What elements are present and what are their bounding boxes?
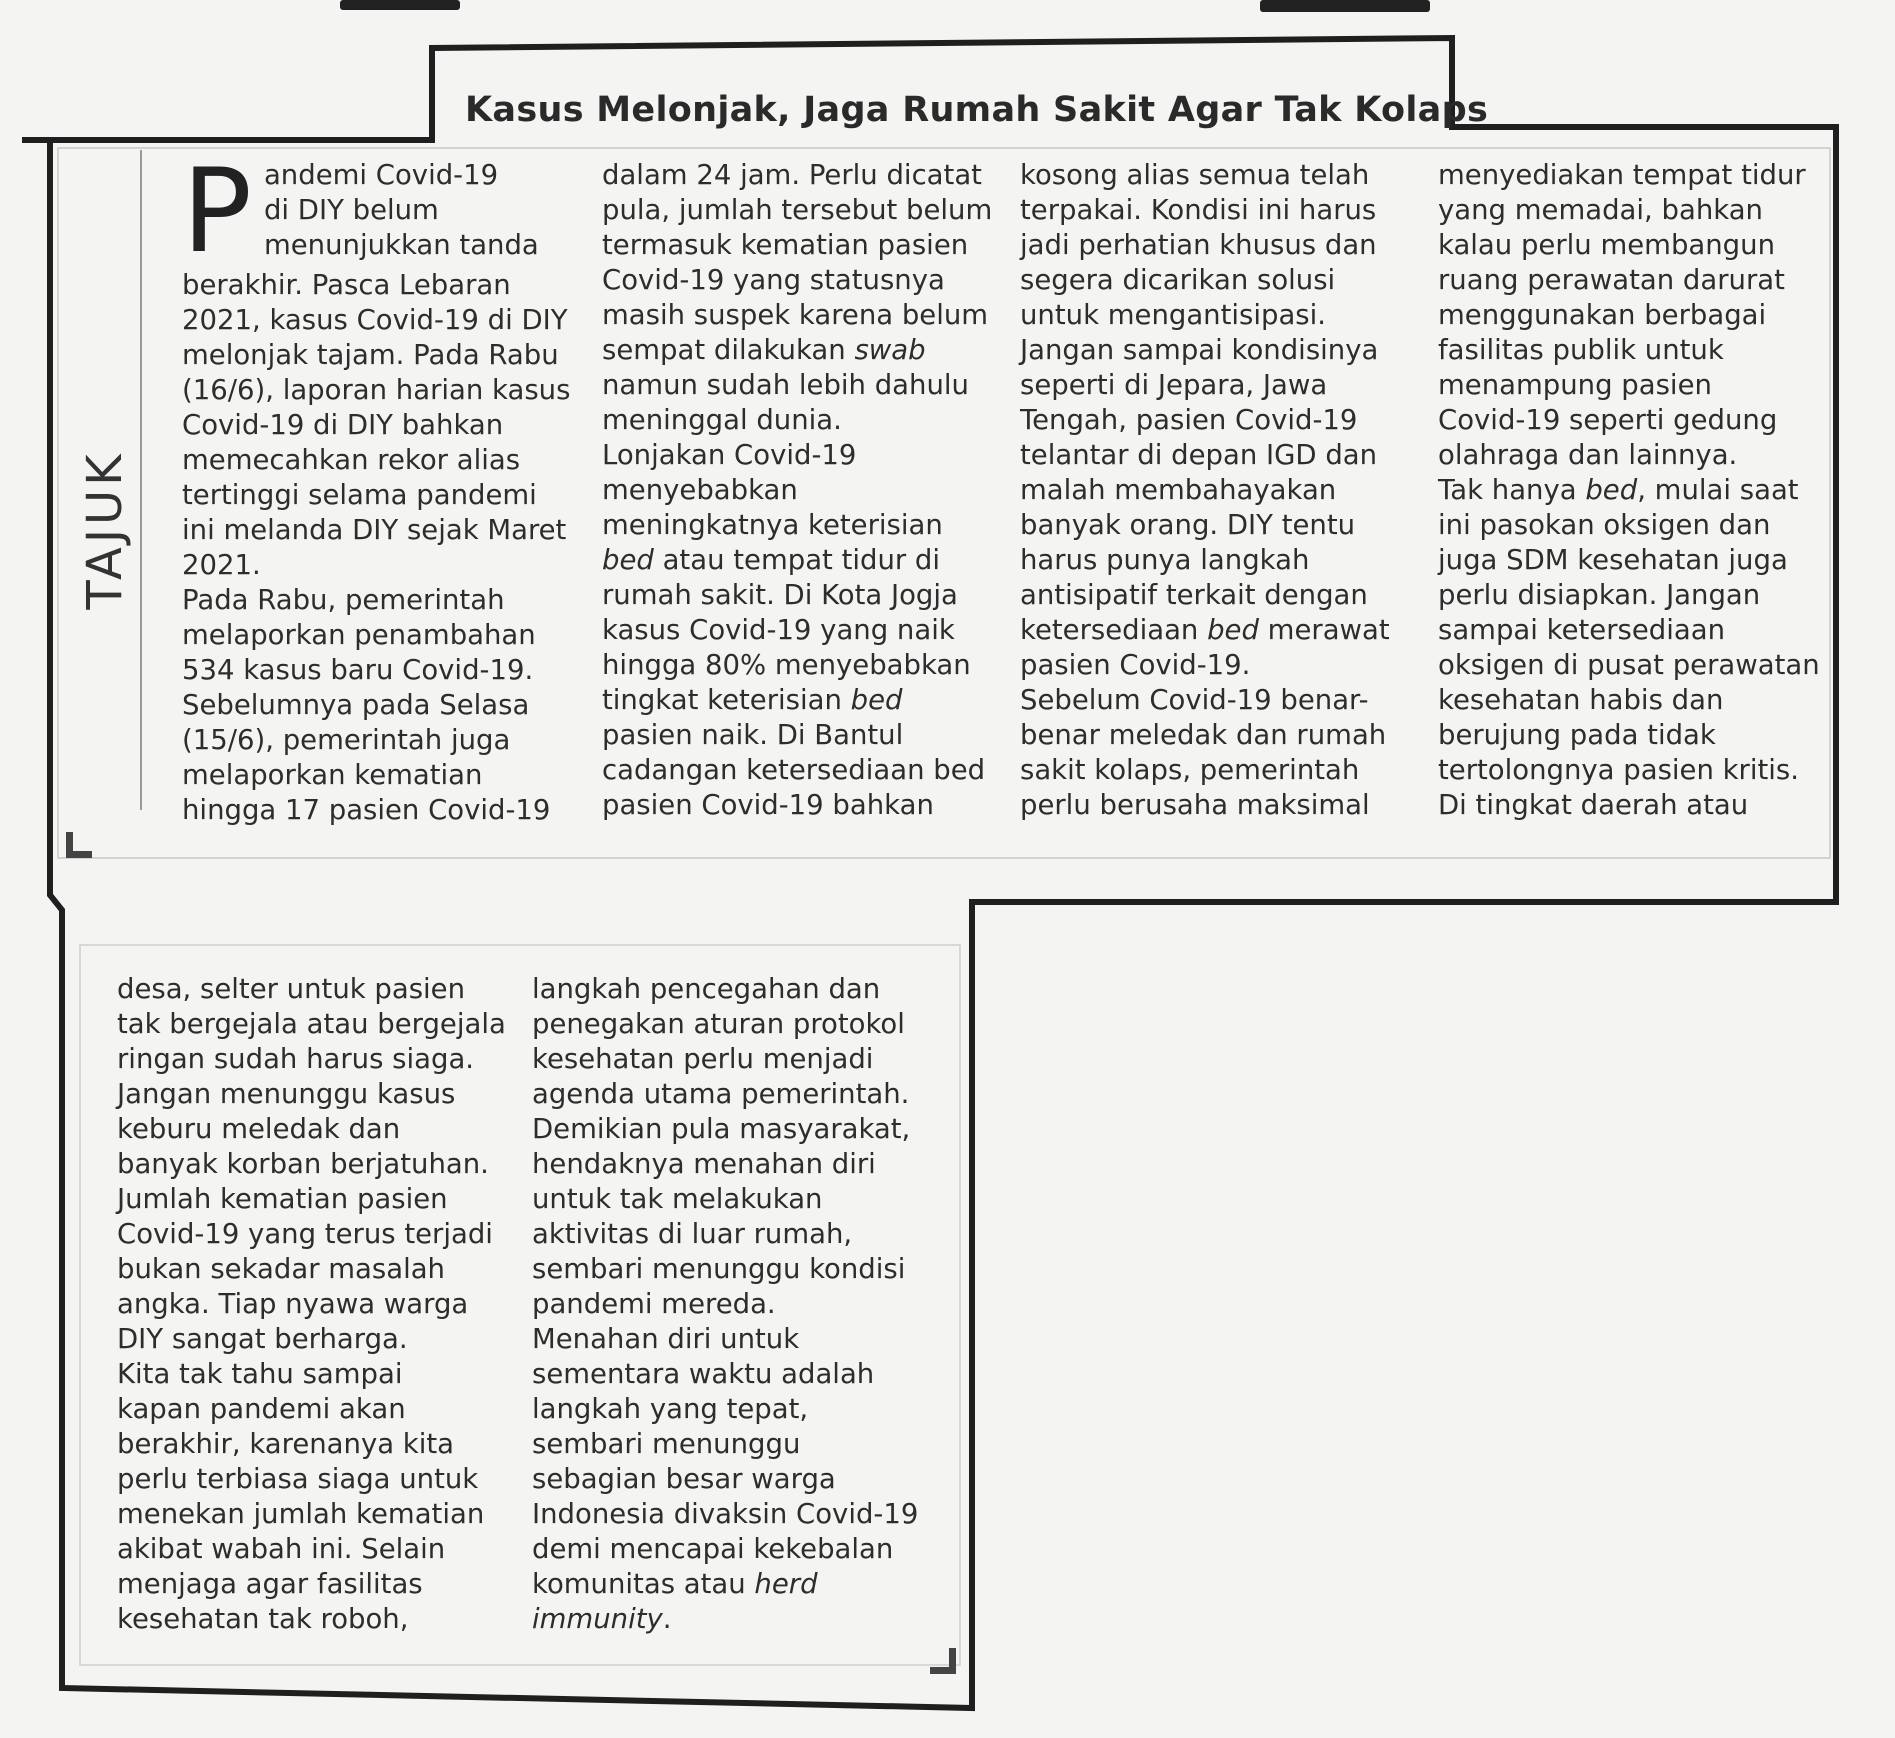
text-line: demi mencapai kekebalan [532,1533,894,1565]
text-segment: , mulai saat [1637,474,1799,506]
torn-edge-mark [340,0,460,10]
text-line [532,1602,942,1637]
italic-term: bed [850,684,903,716]
text-line: pasien Covid-19 bahkan [602,789,934,821]
text-line: telantar di depan IGD dan [1020,439,1378,471]
text-line: pasien naik. Di Bantul [602,719,904,751]
text-line: Lonjakan Covid-19 [602,439,857,471]
text-line: olahraga dan lainnya. [1438,439,1738,471]
text-line: antisipatif terkait dengan [1020,579,1368,611]
text-line: kapan pandemi akan [117,1393,406,1425]
text-line: tak bergejala atau bergejala [117,1008,506,1040]
text-line: banyak orang. DIY tentu [1020,509,1356,541]
text-line: angka. Tiap nyawa warga [117,1288,469,1320]
text-line: masih suspek karena belum [602,299,989,331]
text-line: ringan sudah harus siaga. [117,1043,475,1075]
text-line: terpakai. Kondisi ini harus [1020,194,1377,226]
text-line [602,683,1002,718]
text-line: berakhir, karenanya kita [117,1428,455,1460]
text-segment: Tak hanya [1438,474,1586,506]
text-line [532,1567,942,1602]
text-line: sampai ketersediaan [1438,614,1726,646]
text-line: sembari menunggu kondisi [532,1253,906,1285]
italic-term: bed [602,544,654,576]
article-column-6 [532,972,942,1637]
text-line: juga SDM kesehatan juga [1438,544,1788,576]
text-line: aktivitas di luar rumah, [532,1218,853,1250]
italic-term: bed [1207,614,1259,646]
text-line: rumah sakit. Di Kota Jogja [602,579,958,611]
text-segment: ketersediaan [1020,614,1208,646]
text-line: ruang perawatan darurat [1438,264,1785,296]
text-line: kosong alias semua telah [1020,159,1370,191]
text-line: agenda utama pemerintah. [532,1078,910,1110]
end-corner-mark [930,1648,956,1674]
text-line: Indonesia divaksin Covid-19 [532,1498,919,1530]
text-line: kesehatan perlu menjadi [532,1043,874,1075]
text-line: akibat wabah ini. Selain [117,1533,446,1565]
text-line: oksigen di pusat perawatan [1438,649,1820,681]
article-column-3 [1020,158,1420,823]
text-line: ini melanda DIY sejak Maret [182,514,567,546]
text-line: Pada Rabu, pemerintah [182,584,505,616]
section-label-tajuk: TAJUK [77,450,133,610]
headline: Kasus Melonjak, Jaga Rumah Sakit Agar Tak Kolaps [465,90,1489,130]
article-column-5 [117,972,517,1637]
text-line: untuk mengantisipasi. [1020,299,1327,331]
text-line: namun sudah lebih dahulu [602,369,969,401]
italic-term: herd [754,1568,818,1600]
text-line: melaporkan penambahan [182,619,536,651]
text-line: langkah yang tepat, [532,1393,809,1425]
text-line: seperti di Jepara, Jawa [1020,369,1328,401]
text-line: langkah pencegahan dan [532,973,881,1005]
text-line: 534 kasus baru Covid-19. [182,654,534,686]
text-line: menyebabkan [602,474,798,506]
text-line: meningkatnya keterisian [602,509,943,541]
continued-corner-mark [66,832,92,858]
article-column-4 [1438,158,1828,823]
text-line: tertolongnya pasien kritis. [1438,754,1799,786]
text-line: di DIY belum [263,194,439,226]
text-line: benar meledak dan rumah [1020,719,1387,751]
text-segment: sempat dilakukan [602,334,855,366]
text-line: berujung pada tidak [1438,719,1716,751]
text-line [602,543,1002,578]
text-line: menampung pasien [1438,369,1712,401]
text-line: (16/6), laporan harian kasus [182,374,571,406]
text-line: meninggal dunia. [602,404,842,436]
text-line: Covid-19 seperti gedung [1438,404,1778,436]
drop-cap: P [182,144,252,279]
text-line: banyak korban berjatuhan. [117,1148,489,1180]
text-line: kesehatan habis dan [1438,684,1724,716]
text-line: harus punya langkah [1020,544,1310,576]
text-segment: atau tempat tidur di [653,544,941,576]
text-line: pandemi mereda. [532,1288,776,1320]
text-line: penegakan aturan protokol [532,1008,905,1040]
text-line: kalau perlu membangun [1438,229,1775,261]
text-line: sembari menunggu [532,1428,801,1460]
text-line: yang memadai, bahkan [1438,194,1763,226]
text-line: cadangan ketersediaan bed [602,754,986,786]
text-line: tertinggi selama pandemi [182,479,537,511]
text-line: sakit kolaps, pemerintah [1020,754,1360,786]
italic-term: swab [854,334,926,366]
text-line: memecahkan rekor alias [182,444,521,476]
text-line: pula, jumlah tersebut belum [602,194,993,226]
text-line: sebagian besar warga [532,1463,836,1495]
text-segment: . [662,1603,672,1635]
text-line: andemi Covid-19 [263,159,499,191]
section-divider [140,150,142,810]
text-line: DIY sangat berharga. [117,1323,408,1355]
article-column-2 [602,158,1002,823]
text-line: perlu disiapkan. Jangan [1438,579,1761,611]
text-line: kasus Covid-19 yang naik [602,614,955,646]
text-line: menggunakan berbagai [1438,299,1767,331]
text-line: Sebelum Covid-19 benar- [1020,684,1369,716]
text-line: Jangan menunggu kasus [117,1078,456,1110]
text-line: pasien Covid-19. [1020,649,1251,681]
text-line: fasilitas publik untuk [1438,334,1724,366]
text-line: menjaga agar fasilitas [117,1568,423,1600]
text-line: hingga 80% menyebabkan [602,649,971,681]
text-line: sementara waktu adalah [532,1358,875,1390]
text-line: bukan sekadar masalah [117,1253,445,1285]
torn-edge-mark [1260,0,1430,12]
text-line: Jangan sampai kondisinya [1020,334,1379,366]
text-line: Kita tak tahu sampai [117,1358,403,1390]
text-segment: merawat [1258,614,1390,646]
text-line: menyediakan tempat tidur [1438,159,1806,191]
text-line: desa, selter untuk pasien [117,973,466,1005]
text-line: 2021, kasus Covid-19 di DIY [182,304,568,336]
italic-term: bed [1585,474,1638,506]
text-line: Covid-19 yang terus terjadi [117,1218,493,1250]
text-segment: tingkat keterisian [602,684,851,716]
italic-term: immunity [532,1603,663,1635]
text-line: Menahan diri untuk [532,1323,800,1355]
text-line: menekan jumlah kematian [117,1498,485,1530]
text-line: kesehatan tak roboh, [117,1603,409,1635]
text-line: perlu berusaha maksimal [1020,789,1370,821]
text-line: hendaknya menahan diri [532,1148,876,1180]
text-line: Covid-19 di DIY bahkan [182,409,504,441]
text-line: melaporkan kematian [182,759,483,791]
text-line: (15/6), pemerintah juga [182,724,511,756]
text-line: malah membahayakan [1020,474,1337,506]
text-line [1020,613,1420,648]
text-line: hingga 17 pasien Covid-19 [182,794,551,826]
text-line: melonjak tajam. Pada Rabu [182,339,559,371]
text-line: Di tingkat daerah atau [1438,789,1749,821]
text-line: perlu terbiasa siaga untuk [117,1463,479,1495]
text-line: Jumlah kematian pasien [117,1183,448,1215]
text-line: berakhir. Pasca Lebaran [182,269,511,301]
text-line: dalam 24 jam. Perlu dicatat [602,159,982,191]
text-line: termasuk kematian pasien [602,229,969,261]
text-line: Tengah, pasien Covid-19 [1020,404,1358,436]
text-line: segera dicarikan solusi [1020,264,1336,296]
article-column-1 [182,144,582,828]
text-segment: komunitas atau [532,1568,755,1600]
text-line: Sebelumnya pada Selasa [182,689,530,721]
text-line [1438,473,1828,508]
text-line: untuk tak melakukan [532,1183,823,1215]
text-line: Covid-19 yang statusnya [602,264,945,296]
text-line: 2021. [182,549,261,581]
text-line: Demikian pula masyarakat, [532,1113,911,1145]
text-line: jadi perhatian khusus dan [1020,229,1377,261]
text-line: keburu meledak dan [117,1113,401,1145]
text-line [602,333,1002,368]
text-line: menunjukkan tanda [263,229,539,261]
text-line: ini pasokan oksigen dan [1438,509,1771,541]
